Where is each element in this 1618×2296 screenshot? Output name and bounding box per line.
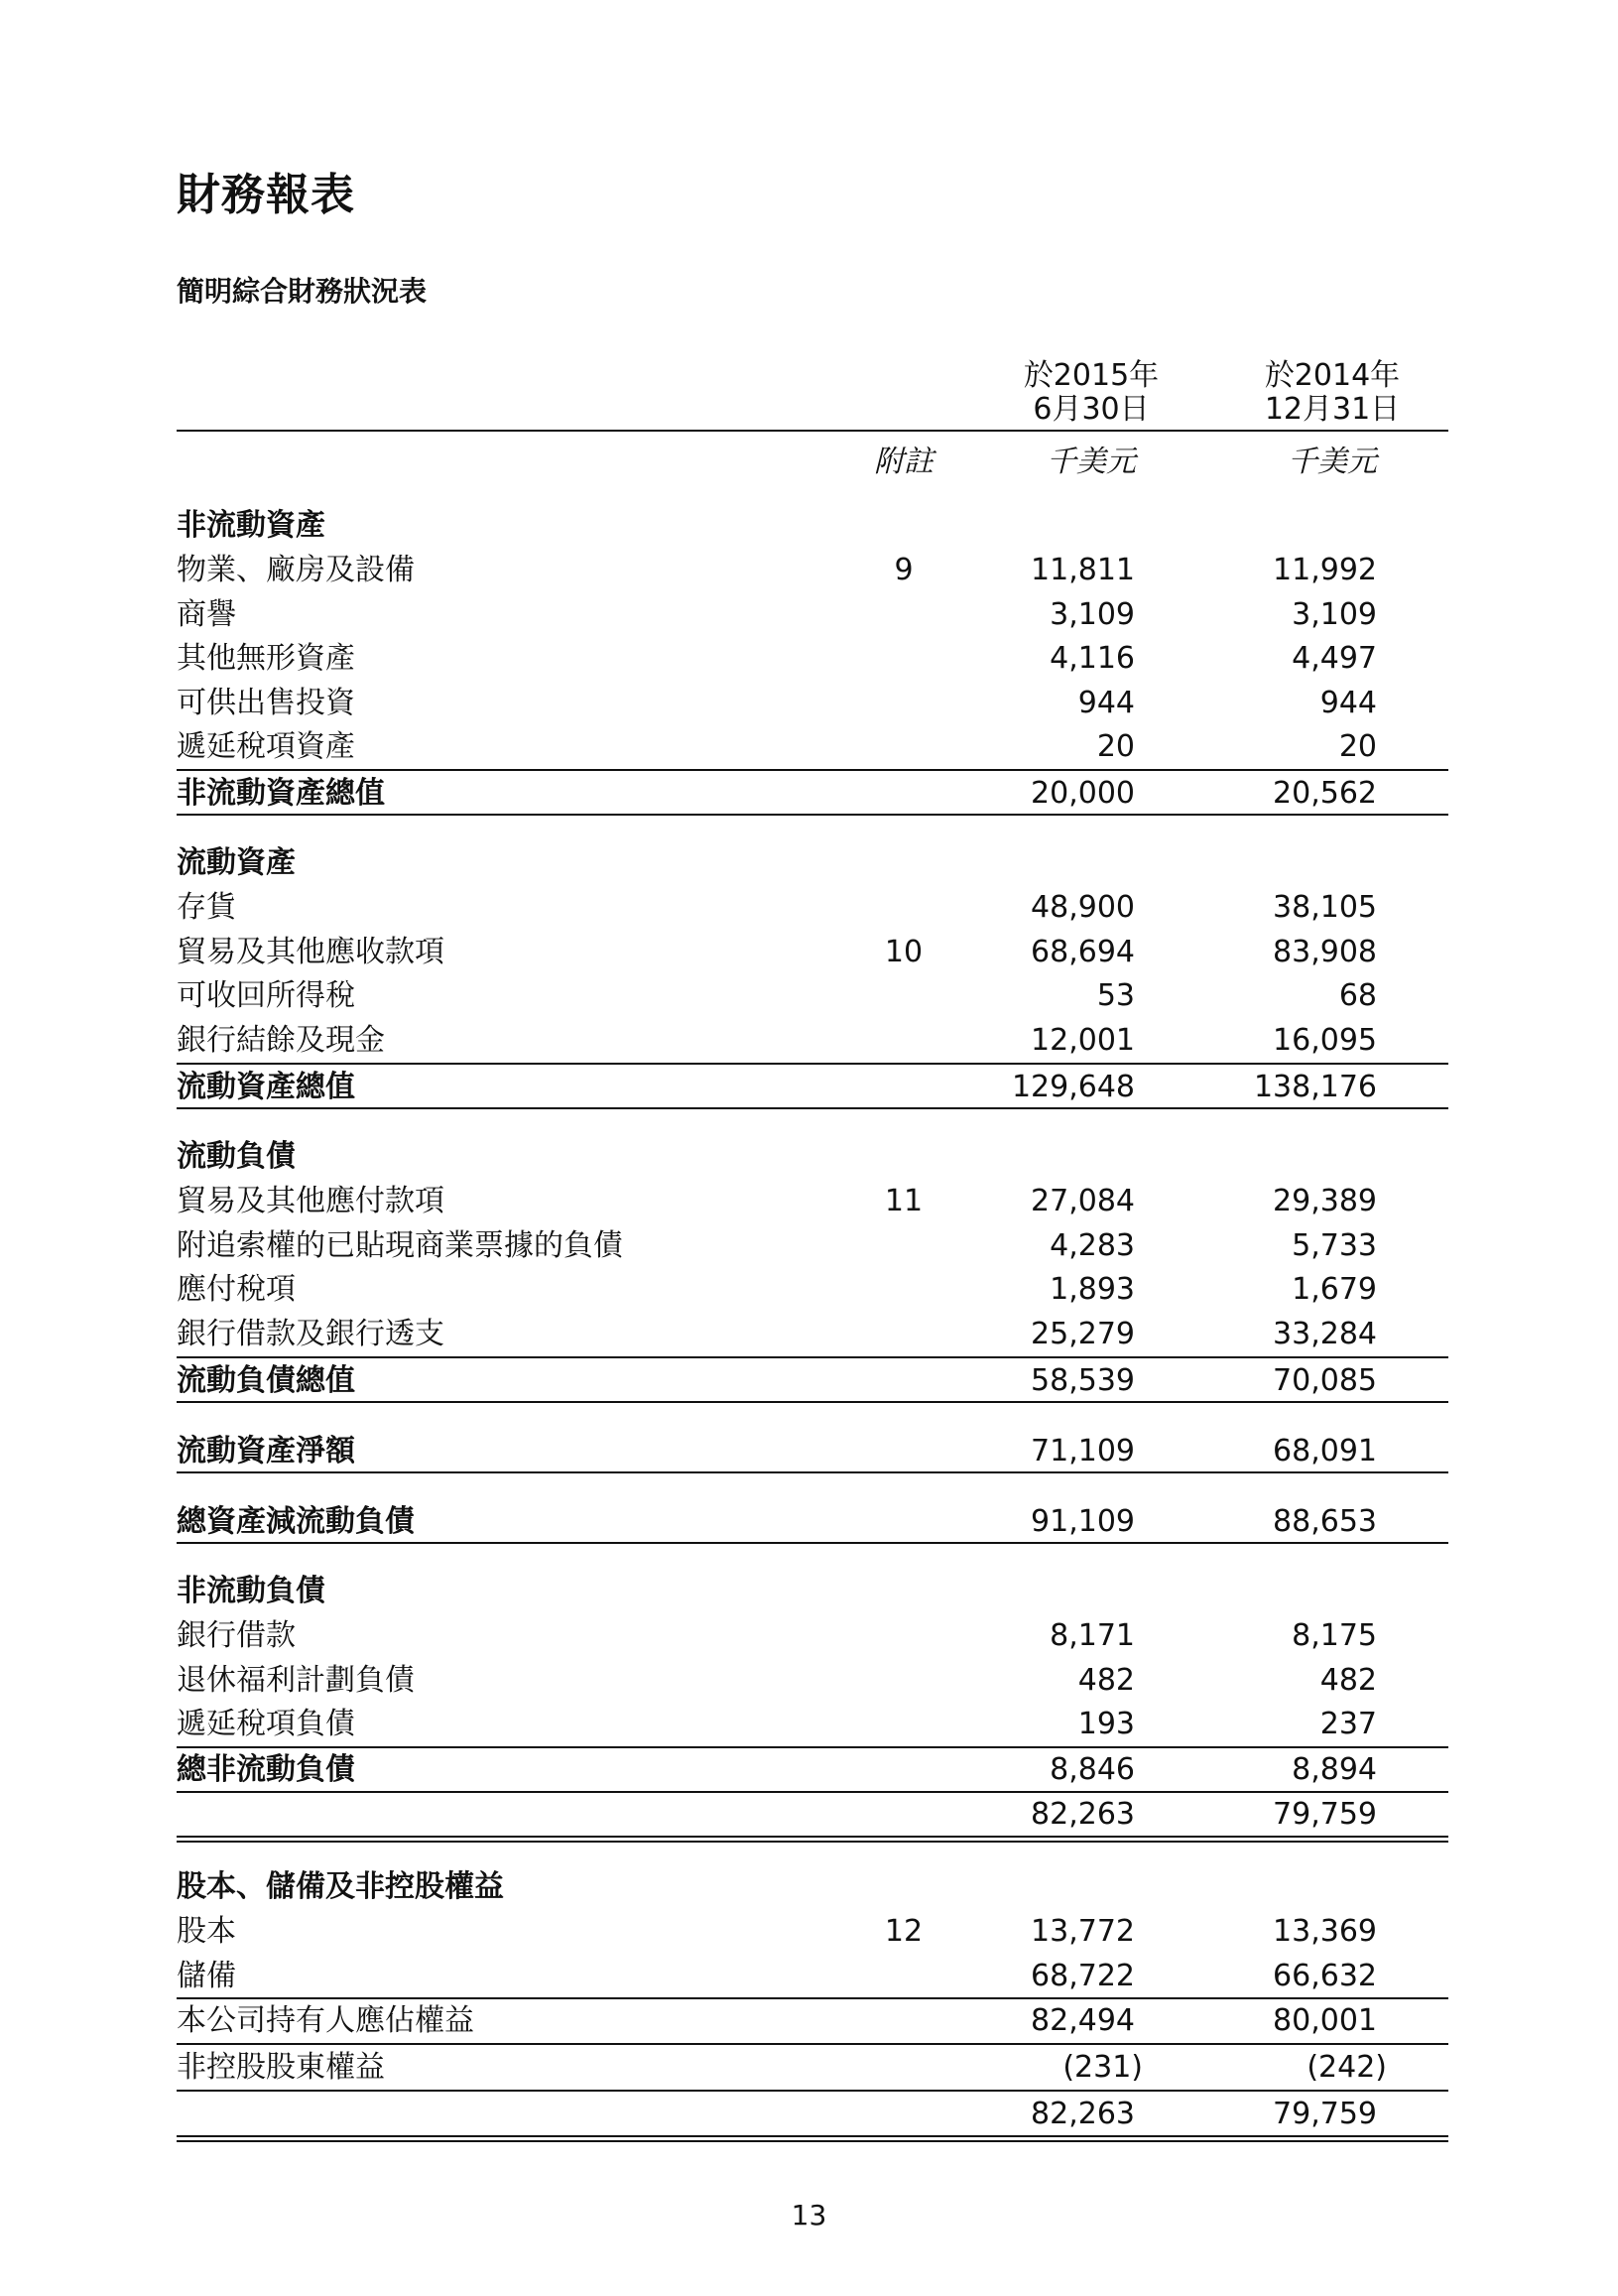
row-value-2014: 11,992 bbox=[1273, 553, 1377, 587]
row-rule bbox=[177, 814, 1448, 816]
table-row bbox=[177, 1180, 1448, 1223]
row-label: 銀行借款及銀行透支 bbox=[177, 1317, 444, 1351]
table-row bbox=[177, 1614, 1448, 1658]
total-row-net-current-assets bbox=[177, 1430, 1448, 1473]
total-row-current-liabilities bbox=[177, 1359, 1448, 1403]
row-label: 總非流動負債 bbox=[177, 1752, 355, 1787]
page-title: 財務報表 bbox=[177, 170, 355, 220]
row-rule bbox=[177, 2090, 1448, 2092]
row-value-2014: 80,001 bbox=[1273, 2003, 1377, 2038]
row-value-2015: 82,494 bbox=[1031, 2003, 1135, 2038]
row-note: 10 bbox=[884, 935, 924, 969]
row-label: 非流動資產總值 bbox=[177, 776, 385, 811]
row-value-2015: 20,000 bbox=[1031, 776, 1135, 811]
table-row bbox=[177, 931, 1448, 974]
row-value-2015: 13,772 bbox=[1031, 1914, 1135, 1949]
row-value-2014: 88,653 bbox=[1273, 1504, 1377, 1539]
column-header-2015-line1: 於2015年 bbox=[1023, 358, 1160, 393]
note-column-header: 附註 bbox=[874, 445, 933, 479]
table-row bbox=[177, 549, 1448, 592]
row-value-2014: 20 bbox=[1338, 729, 1377, 764]
column-header-2014 bbox=[1223, 359, 1441, 427]
row-value-2014: 3,109 bbox=[1292, 597, 1377, 632]
table-row bbox=[177, 886, 1448, 930]
row-value-2014: 8,175 bbox=[1292, 1618, 1377, 1653]
row-value-2014: 20,562 bbox=[1273, 776, 1377, 811]
page-number: 13 bbox=[791, 2199, 827, 2232]
table-row bbox=[177, 1703, 1448, 1746]
row-value-2014: 79,759 bbox=[1273, 1797, 1377, 1832]
row-value-2014: 237 bbox=[1319, 1707, 1377, 1741]
header-rule bbox=[177, 430, 1448, 432]
row-label: 流動資產總值 bbox=[177, 1070, 355, 1104]
row-value-2014: 83,908 bbox=[1273, 935, 1377, 969]
column-header-2015-line2: 6月30日 bbox=[1033, 392, 1150, 427]
row-label: 非控股股東權益 bbox=[177, 2050, 385, 2085]
table-row bbox=[177, 682, 1448, 725]
row-value-2015: 82,263 bbox=[1031, 1797, 1135, 1832]
table-row bbox=[177, 637, 1448, 681]
total-row-non-current-liabilities bbox=[177, 1748, 1448, 1792]
row-label: 股本、儲備及非控股權益 bbox=[177, 1869, 504, 1904]
row-value-2014: (242) bbox=[1307, 2050, 1387, 2085]
row-value-2014: 944 bbox=[1319, 686, 1377, 720]
row-value-2014: 138,176 bbox=[1253, 1070, 1377, 1104]
row-value-2015: 68,722 bbox=[1031, 1959, 1135, 1993]
double-rule bbox=[177, 1836, 1448, 1843]
row-value-2014: 1,679 bbox=[1292, 1272, 1377, 1307]
unit-label-2014: 千美元 bbox=[1288, 445, 1377, 479]
row-value-2014: 16,095 bbox=[1273, 1023, 1377, 1058]
row-label: 商譽 bbox=[177, 597, 236, 632]
row-label: 非流動資產 bbox=[177, 508, 325, 543]
row-label: 流動負債總值 bbox=[177, 1363, 355, 1398]
row-value-2014: 66,632 bbox=[1273, 1959, 1377, 1993]
row-rule bbox=[177, 1063, 1448, 1065]
table-row bbox=[177, 1313, 1448, 1356]
row-value-2014: 70,085 bbox=[1273, 1363, 1377, 1398]
row-value-2014: 38,105 bbox=[1273, 890, 1377, 925]
row-rule bbox=[177, 1471, 1448, 1473]
row-label: 流動資產淨額 bbox=[177, 1434, 355, 1468]
row-value-2015: 27,084 bbox=[1031, 1184, 1135, 1218]
row-value-2015: 82,263 bbox=[1031, 2097, 1135, 2131]
table-row bbox=[177, 1019, 1448, 1063]
row-value-2014: 482 bbox=[1319, 1663, 1377, 1698]
row-value-2015: 4,283 bbox=[1050, 1228, 1135, 1263]
row-label: 遞延稅項負債 bbox=[177, 1707, 355, 1741]
row-value-2015: 53 bbox=[1096, 978, 1135, 1013]
row-value-2015: (231) bbox=[1062, 2050, 1143, 2085]
row-rule bbox=[177, 769, 1448, 771]
total-equity-row bbox=[177, 2093, 1448, 2136]
row-value-2015: 58,539 bbox=[1031, 1363, 1135, 1398]
section-heading-current-liabilities bbox=[177, 1135, 1448, 1179]
table-row bbox=[177, 1910, 1448, 1954]
row-value-2014: 4,497 bbox=[1292, 641, 1377, 676]
row-rule bbox=[177, 1542, 1448, 1544]
row-label: 退休福利計劃負債 bbox=[177, 1663, 415, 1698]
table-row bbox=[177, 974, 1448, 1018]
row-value-2015: 12,001 bbox=[1031, 1023, 1135, 1058]
column-header-2014-line1: 於2014年 bbox=[1264, 358, 1401, 393]
table-row bbox=[177, 1659, 1448, 1703]
row-value-2015: 944 bbox=[1077, 686, 1135, 720]
section-heading-equity bbox=[177, 1865, 1448, 1909]
table-row bbox=[177, 1268, 1448, 1312]
row-rule bbox=[177, 1401, 1448, 1403]
row-value-2015: 68,694 bbox=[1031, 935, 1135, 969]
total-row-assets-less-current-liabilities bbox=[177, 1500, 1448, 1544]
table-row bbox=[177, 725, 1448, 769]
table-row bbox=[177, 2046, 1448, 2090]
row-value-2014: 29,389 bbox=[1273, 1184, 1377, 1218]
table-row bbox=[177, 1999, 1448, 2043]
row-label: 附追索權的已貼現商業票據的負債 bbox=[177, 1228, 623, 1263]
row-value-2014: 8,894 bbox=[1292, 1752, 1377, 1787]
row-note: 12 bbox=[884, 1914, 924, 1949]
column-header-2015 bbox=[982, 359, 1200, 427]
row-label: 應付稅項 bbox=[177, 1272, 296, 1307]
row-value-2015: 1,893 bbox=[1050, 1272, 1135, 1307]
column-header-2014-line2: 12月31日 bbox=[1264, 392, 1401, 427]
section-heading-non-current-liabilities bbox=[177, 1570, 1448, 1613]
row-label: 非流動負債 bbox=[177, 1574, 325, 1608]
row-label: 總資產減流動負債 bbox=[177, 1504, 415, 1539]
row-label: 儲備 bbox=[177, 1959, 236, 1993]
double-rule bbox=[177, 2135, 1448, 2142]
unit-label-2015: 千美元 bbox=[1047, 445, 1136, 479]
row-label: 可供出售投資 bbox=[177, 686, 355, 720]
row-label: 存貨 bbox=[177, 890, 236, 925]
row-label: 銀行結餘及現金 bbox=[177, 1023, 385, 1058]
row-value-2015: 8,846 bbox=[1050, 1752, 1135, 1787]
row-value-2015: 3,109 bbox=[1050, 597, 1135, 632]
row-rule bbox=[177, 1356, 1448, 1358]
table-row bbox=[177, 1955, 1448, 1998]
row-value-2015: 91,109 bbox=[1031, 1504, 1135, 1539]
row-value-2015: 71,109 bbox=[1031, 1434, 1135, 1468]
row-value-2015: 25,279 bbox=[1031, 1317, 1135, 1351]
row-value-2014: 79,759 bbox=[1273, 2097, 1377, 2131]
row-value-2015: 48,900 bbox=[1031, 890, 1135, 925]
row-value-2015: 129,648 bbox=[1011, 1070, 1135, 1104]
row-label: 其他無形資產 bbox=[177, 641, 355, 676]
section-heading-current-assets bbox=[177, 841, 1448, 885]
row-label: 銀行借款 bbox=[177, 1618, 296, 1653]
row-rule bbox=[177, 2043, 1448, 2045]
row-value-2015: 8,171 bbox=[1050, 1618, 1135, 1653]
row-value-2014: 68,091 bbox=[1273, 1434, 1377, 1468]
row-label: 可收回所得稅 bbox=[177, 978, 355, 1013]
row-label: 物業、廠房及設備 bbox=[177, 553, 415, 587]
row-note: 9 bbox=[894, 553, 914, 587]
total-row-current-assets bbox=[177, 1066, 1448, 1109]
row-value-2014: 68 bbox=[1338, 978, 1377, 1013]
row-label: 本公司持有人應佔權益 bbox=[177, 2003, 474, 2038]
row-value-2014: 33,284 bbox=[1273, 1317, 1377, 1351]
net-assets-row bbox=[177, 1793, 1448, 1837]
row-label: 流動資產 bbox=[177, 845, 296, 880]
row-label: 貿易及其他應付款項 bbox=[177, 1184, 444, 1218]
section-heading-non-current-assets bbox=[177, 504, 1448, 548]
statement-title: 簡明綜合財務狀況表 bbox=[177, 275, 428, 308]
row-label: 貿易及其他應收款項 bbox=[177, 935, 444, 969]
row-label: 股本 bbox=[177, 1914, 236, 1949]
total-row-non-current-assets bbox=[177, 772, 1448, 816]
row-label: 流動負債 bbox=[177, 1139, 296, 1174]
row-value-2015: 4,116 bbox=[1050, 641, 1135, 676]
row-label: 遞延稅項資產 bbox=[177, 729, 355, 764]
table-row bbox=[177, 1224, 1448, 1268]
table-row bbox=[177, 593, 1448, 637]
row-value-2014: 13,369 bbox=[1273, 1914, 1377, 1949]
row-value-2014: 5,733 bbox=[1292, 1228, 1377, 1263]
row-value-2015: 11,811 bbox=[1031, 553, 1135, 587]
row-value-2015: 20 bbox=[1096, 729, 1135, 764]
row-note: 11 bbox=[884, 1184, 924, 1218]
row-value-2015: 482 bbox=[1077, 1663, 1135, 1698]
row-rule bbox=[177, 1107, 1448, 1109]
row-value-2015: 193 bbox=[1077, 1707, 1135, 1741]
